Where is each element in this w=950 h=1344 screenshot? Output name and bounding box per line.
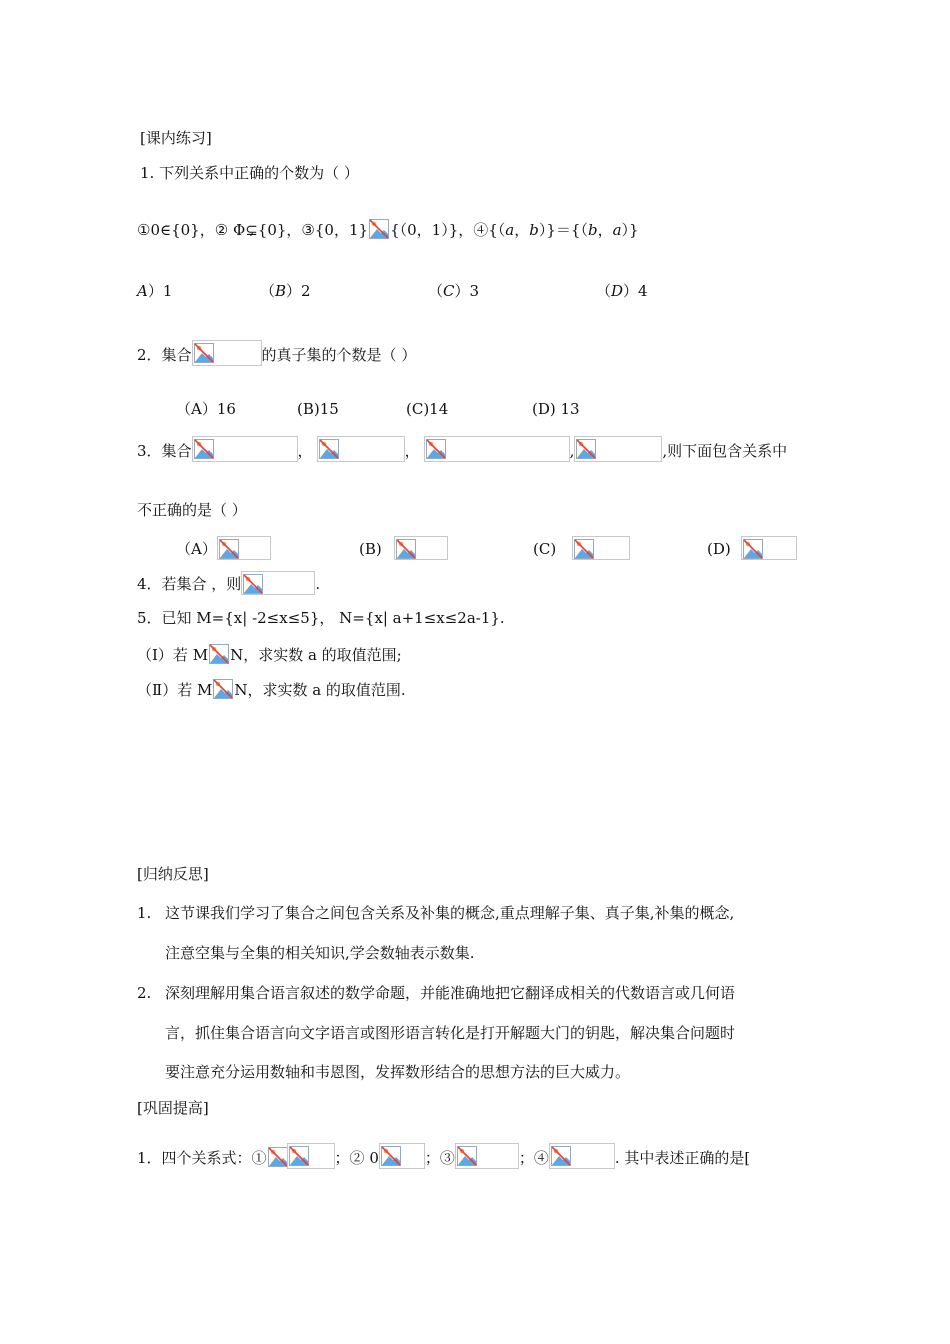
broken-image-icon bbox=[741, 536, 797, 560]
question-2-option-d: (D) 13 bbox=[532, 400, 580, 418]
reflection-item-text: 注意空集与全集的相关知识,学会数轴表示数集. bbox=[165, 944, 475, 962]
stem-text: （Ⅰ）若 M bbox=[137, 646, 209, 664]
statement-text: ）}＝{（ bbox=[538, 221, 588, 239]
var-b: b bbox=[529, 221, 539, 239]
question-3-stem bbox=[137, 436, 787, 462]
comma: ， bbox=[404, 442, 420, 460]
broken-image-icon bbox=[368, 217, 390, 241]
question-5-stem: 5．已知 M={x| -2≤x≤5}， N={x| a+1≤x≤2a-1}. bbox=[137, 609, 505, 627]
section-heading-reflection: [归纳反思] bbox=[137, 865, 209, 883]
broken-image-icon bbox=[574, 436, 662, 462]
question-5-part-1 bbox=[137, 642, 402, 666]
reflection-item-text: 深刻理解用集合语言叙述的数学命题，并能准确地把它翻译成相关的代数语言或几何语 bbox=[165, 984, 736, 1002]
question-3-option-a: （A） bbox=[176, 536, 271, 560]
reflection-item-number: 1. bbox=[137, 904, 152, 922]
question-2-option-a: （A）16 bbox=[176, 400, 236, 418]
reflection-item-number: 2. bbox=[137, 984, 152, 1002]
broken-image-icon bbox=[287, 1143, 335, 1169]
stem-text: 3．集合 bbox=[137, 442, 192, 460]
section-heading-practice: [课内练习] bbox=[140, 129, 212, 147]
question-2-stem bbox=[137, 340, 416, 366]
question-3-option-c: (C) bbox=[533, 536, 630, 560]
question-3-stem-line-2: 不正确的是（ ） bbox=[137, 501, 247, 519]
broken-image-icon bbox=[212, 677, 234, 701]
broken-image-icon bbox=[379, 1143, 425, 1169]
question-2-option-c: (C)14 bbox=[406, 400, 449, 418]
broken-image-icon bbox=[455, 1143, 519, 1169]
broken-image-icon bbox=[394, 536, 448, 560]
reflection-item-text: 要注意充分运用数轴和韦恩图，发挥数形结合的思想方法的巨大威力。 bbox=[165, 1063, 631, 1081]
question-1-option-a: A）1 bbox=[137, 282, 173, 300]
broken-image-icon bbox=[317, 436, 405, 462]
stem-text: N，求实数 a 的取值范围. bbox=[234, 681, 406, 699]
consolidation-question-1 bbox=[137, 1135, 750, 1169]
broken-image-icon bbox=[572, 536, 630, 560]
var-b: b bbox=[587, 221, 598, 239]
stem-text: ,则下面包含关系中 bbox=[662, 442, 788, 460]
stem-text: 1．四个关系式：① bbox=[137, 1149, 267, 1167]
var-a: a bbox=[612, 221, 622, 239]
broken-image-icon bbox=[192, 436, 298, 462]
comma: , bbox=[569, 442, 575, 460]
question-1-option-c: （C）3 bbox=[428, 282, 480, 300]
stem-text: . bbox=[315, 575, 321, 593]
statement-text: ）} bbox=[621, 221, 639, 239]
reflection-item-text: 言，抓住集合语言向文字语言或图形语言转化是打开解题大门的钥匙，解决集合问题时 bbox=[165, 1024, 736, 1042]
stem-text: . 其中表述正确的是[ bbox=[614, 1149, 751, 1167]
statement-text: ①0∈{0}，② Φ⊊{0}，③{0，1} bbox=[137, 221, 369, 239]
section-heading-consolidation: [巩固提高] bbox=[137, 1099, 209, 1117]
stem-text: ；③ bbox=[424, 1149, 455, 1167]
question-5-part-2 bbox=[137, 677, 406, 701]
broken-image-icon bbox=[208, 642, 230, 666]
question-1-option-b: （B）2 bbox=[260, 282, 311, 300]
var-a: a bbox=[505, 221, 515, 239]
stem-text: ；④ bbox=[518, 1149, 549, 1167]
question-3-option-b: (B) bbox=[359, 536, 448, 560]
comma: ， bbox=[297, 442, 313, 460]
stem-text: 4．若集合 ，则 bbox=[137, 575, 242, 593]
broken-image-icon bbox=[549, 1143, 615, 1169]
broken-image-icon bbox=[217, 536, 271, 560]
question-3-option-d: (D) bbox=[707, 536, 797, 560]
stem-text: N，求实数 a 的取值范围; bbox=[230, 646, 402, 664]
comma: ， bbox=[597, 221, 613, 239]
question-4-stem bbox=[137, 571, 320, 595]
question-2-option-b: (B)15 bbox=[297, 400, 339, 418]
stem-text: 2．集合 bbox=[137, 346, 192, 364]
reflection-item-text: 这节课我们学习了集合之间包含关系及补集的概念,重点理解子集、真子集,补集的概念, bbox=[165, 904, 735, 922]
broken-image-icon bbox=[267, 1145, 287, 1169]
stem-text: 的真子集的个数是（ ） bbox=[261, 346, 417, 364]
statement-text: {（0，1）}，④{（ bbox=[390, 221, 506, 239]
broken-image-icon bbox=[424, 436, 570, 462]
stem-text: ；② 0 bbox=[334, 1149, 379, 1167]
broken-image-icon bbox=[241, 571, 315, 595]
stem-text: （Ⅱ）若 M bbox=[137, 681, 213, 699]
broken-image-icon bbox=[192, 340, 262, 366]
question-1-statements bbox=[137, 217, 639, 241]
question-1-stem: 1. 下列关系中正确的个数为（ ） bbox=[140, 164, 359, 182]
comma: ， bbox=[514, 221, 530, 239]
question-1-option-d: （D）4 bbox=[596, 282, 648, 300]
